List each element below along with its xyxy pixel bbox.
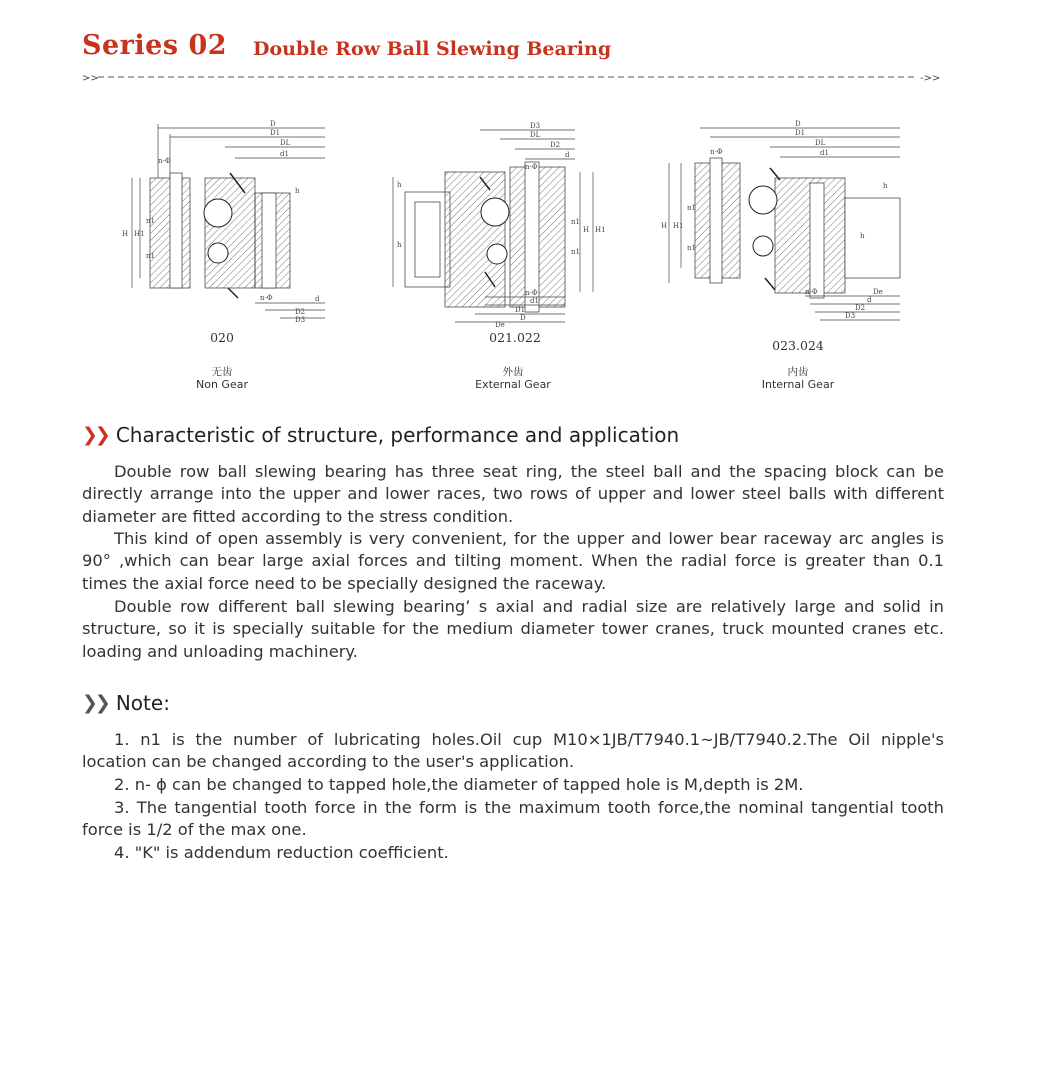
label-D1: D1 [515,306,526,314]
label-nphi-bottom: n-Φ [525,289,538,297]
label-internal-gear-en: Internal Gear [761,378,835,391]
divider-left-marker: >> [82,73,99,84]
label-n1-upper: n1 [146,217,155,225]
label-DL: DL [530,131,541,139]
label-D3: D3 [295,316,306,323]
label-D2: D2 [550,141,561,149]
model-code-020: 020 [210,330,234,345]
label-d1: d1 [820,149,829,157]
note-item-1: 1. n1 is the number of lubricating holes.Oil cup M10×1JB/T7940.1~JB/T7940.2.The Oil nipple's location can be changed according to the user's application. [82,730,944,772]
note-item-4: 4. "K" is addendum reduction coefficient. [114,843,449,862]
label-d1: d1 [280,150,289,158]
label-nphi: n-Φ [710,148,723,156]
label-H: H [661,222,668,230]
note-item-2: 2. n- ϕ can be changed to tapped hole,the diameter of tapped hole is M,depth is 2M. [114,775,804,794]
label-d: d [867,296,872,304]
label-h: h [295,187,300,195]
label-H: H [122,230,129,238]
internal-gear-cross-section [655,118,910,333]
label-D: D [270,120,276,128]
label-h-top: h [397,181,402,189]
label-nphi-bottom: n-Φ [805,288,818,296]
characteristic-heading [82,423,679,447]
model-code-021-022: 021.022 [489,330,541,345]
label-H1: H1 [134,230,145,238]
label-D: D [795,120,801,128]
note-heading-text: Note: [115,691,170,715]
non-gear-cross-section [110,118,330,323]
note-item-3: 3. The tangential tooth force in the form is the maximum tooth force,the nominal tangential tooth force is 1/2 of the max one. [82,798,944,840]
label-h-top: h [883,182,888,190]
characteristic-heading-text: Characteristic of structure, performance and application [115,423,680,447]
label-nphi: n-Φ [158,157,171,165]
label-De: De [495,321,505,327]
diagram-external-gear [385,122,625,327]
label-DL: DL [815,139,826,147]
label-d1: d1 [530,297,539,305]
label-nphi: n-Φ [525,163,538,171]
model-code-023-024: 023.024 [772,338,824,353]
label-n1-lower: n1 [571,248,580,256]
label-D1: D1 [270,129,281,137]
label-nphi-bottom: n-Φ [260,294,273,302]
label-h-side: h [860,232,865,240]
label-d: d [565,151,570,159]
label-n1-lower: n1 [146,252,155,260]
label-H1: H1 [673,222,684,230]
label-D3: D3 [845,312,856,320]
label-DL: DL [280,139,291,147]
label-internal-gear-cn: 内齿 [787,366,809,378]
characteristic-paragraph-1: Double row ball slewing bearing has three seat ring, the steel ball and the spacing block can be directly arrange into the upper and lower races, two rows of upper and lower steel balls with different diameter are fitted according to the stress condition. [82,462,944,526]
label-H: H [583,226,590,234]
label-D3: D3 [530,122,541,130]
label-H1: H1 [595,226,606,234]
external-gear-cross-section [385,122,625,327]
dashed-divider [82,72,942,84]
diagram-internal-gear [655,118,910,333]
label-non-gear-en: Non Gear [196,378,248,391]
double-chevron-icon: ❯❯ [82,692,108,714]
label-D: D [520,314,526,322]
bearing-diagrams [100,110,920,400]
label-D1: D1 [795,129,806,137]
label-n1-lower: n1 [687,244,696,252]
label-d: d [315,295,320,303]
series-title: Series 02 [82,30,228,61]
label-h-side: h [397,241,402,249]
label-n1-upper: n1 [687,204,696,212]
series-subtitle: Double Row Ball Slewing Bearing [253,38,612,60]
note-heading [82,691,170,715]
diagram-non-gear [110,118,330,323]
characteristic-paragraph-3: Double row different ball slewing bearing’ s axial and radial size are relatively large and solid in structure, so it is specially suitable for the medium diameter tower cranes, truck mounted cranes etc. loading and unloading machinery. [82,597,944,661]
label-D2: D2 [295,308,306,316]
label-n1-upper: n1 [571,218,580,226]
label-external-gear-en: External Gear [475,378,551,391]
double-chevron-icon: ❯❯ [82,424,108,446]
characteristic-paragraph-2: This kind of open assembly is very convenient, for the upper and lower bear raceway arc angles is 90° ,which can bear large axial forces and tilting moment. When the radial force is greater than 0.1 times the axial force need to be specially designed the raceway. [82,529,944,593]
divider-right-marker: ->> [920,73,941,84]
label-D2: D2 [855,304,866,312]
page-header [82,30,942,90]
label-non-gear-cn: 无齿 [211,366,233,378]
label-De: De [873,288,883,296]
label-external-gear-cn: 外齿 [502,366,524,378]
